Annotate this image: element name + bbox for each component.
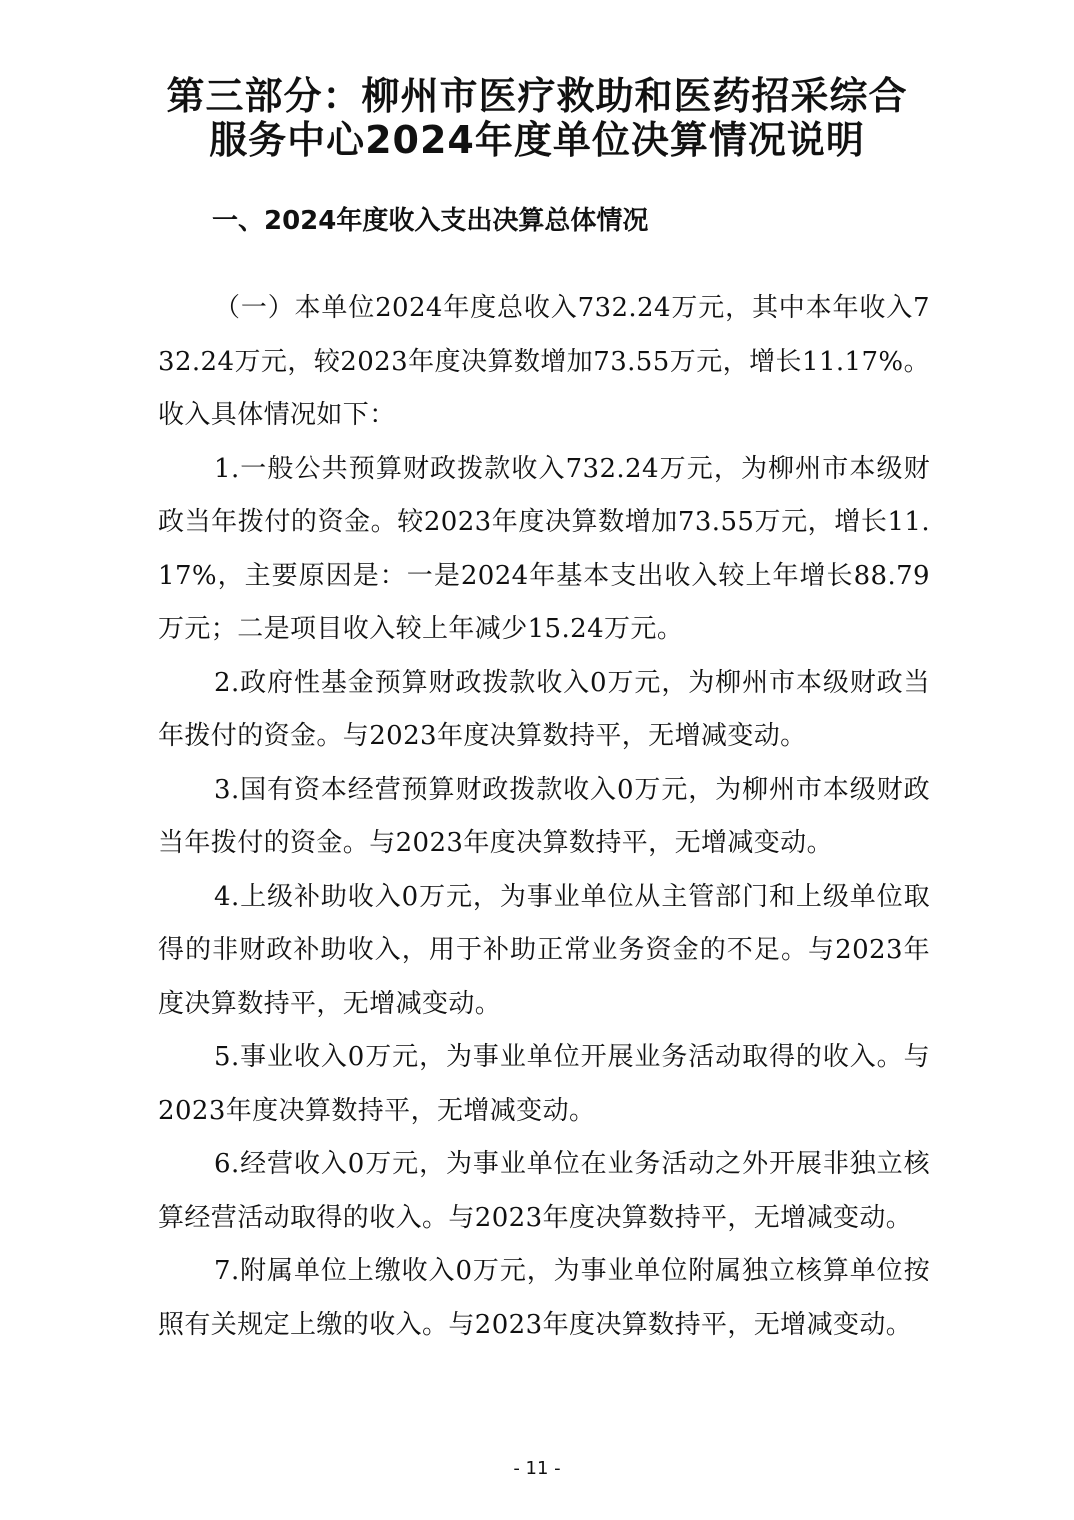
section-heading: 一、2024年度收入支出决算总体情况 [212, 206, 649, 236]
page-number: - 11 - [513, 1458, 561, 1479]
page-title [120, 74, 954, 162]
title-line-2: 服务中心2024年度单位决算情况说明 [209, 118, 865, 162]
paragraph-superior-subsidy: 4.上级补助收入0万元，为事业单位从主管部门和上级单位取得的非财政补助收入，用于补助正常业务资金的不足。与2023年度决算数持平，无增减变动。 [158, 881, 930, 1019]
paragraph-affiliate-income: 7.附属单位上缴收入0万元，为事业单位附属独立核算单位按照有关规定上缴的收入。与2023年度决算数持平，无增减变动。 [158, 1256, 930, 1340]
paragraph-business-income: 5.事业收入0万元，为事业单位开展业务活动取得的收入。与2023年度决算数持平，无增减变动。 [158, 1042, 930, 1126]
title-line-1: 第三部分：柳州市医疗救助和医药招采综合 [166, 74, 908, 118]
paragraph-fund-budget: 2.政府性基金预算财政拨款收入0万元，为柳州市本级财政当年拨付的资金。与2023年度决算数持平，无增减变动。 [158, 667, 930, 751]
paragraph-total-income: （一）本单位2024年度总收入732.24万元，其中本年收入732.24万元，较2023年度决算数增加73.55万元，增长11.17%。收入具体情况如下： [158, 293, 930, 430]
body-text [158, 282, 930, 1352]
paragraph-operating-income: 6.经营收入0万元，为事业单位在业务活动之外开展非独立核算经营活动取得的收入。与2023年度决算数持平，无增减变动。 [158, 1149, 930, 1233]
paragraph-general-budget: 1.一般公共预算财政拨款收入732.24万元，为柳州市本级财政当年拨付的资金。较2023年度决算数增加73.55万元，增长11.17%，主要原因是：一是2024年基本支出收入较上年增长88.79万元；二是项目收入较上年减少15.24万元。 [158, 453, 930, 644]
paragraph-state-capital: 3.国有资本经营预算财政拨款收入0万元，为柳州市本级财政当年拨付的资金。与2023年度决算数持平，无增减变动。 [158, 774, 930, 858]
